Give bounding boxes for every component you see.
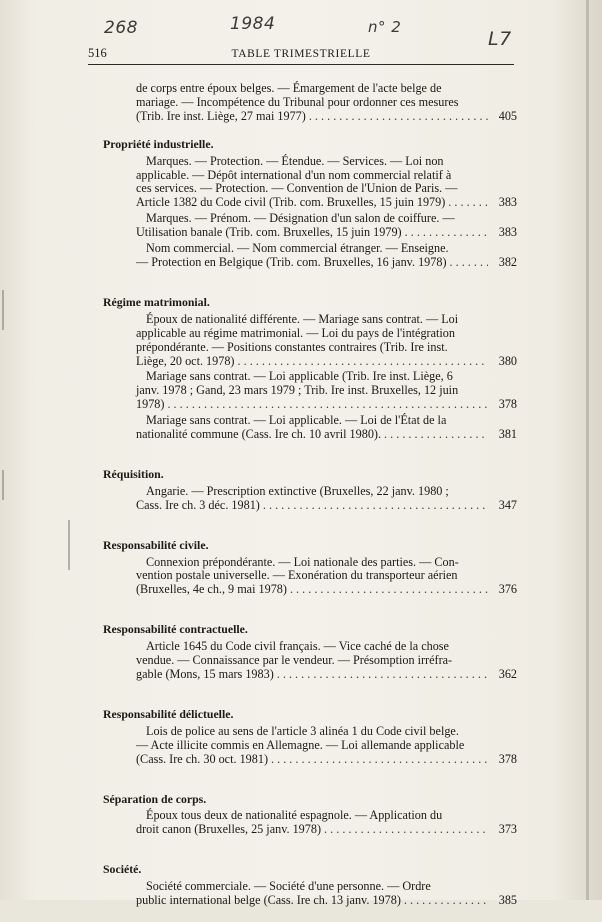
entry-text: ces services. — Protection. — Convention de l'Union de Paris. — — [136, 181, 458, 196]
entry-line — [136, 753, 517, 767]
entry-text: Connexion prépondérante. — Loi nationale des parties. — Con- — [146, 554, 459, 569]
entry-text: Mariage sans contrat. — Loi applicable. — Loi de l'État de la — [146, 413, 447, 428]
entry-line — [136, 668, 517, 682]
entry-line — [136, 725, 517, 739]
entry-line — [136, 739, 517, 753]
entry-line — [136, 355, 517, 369]
index-section — [103, 611, 517, 682]
entry-text: Époux tous deux de nationalité espagnole. — Application du — [146, 808, 443, 823]
entry-text: 1978) — [136, 397, 165, 412]
index-entry — [103, 880, 517, 908]
dot-leader — [290, 583, 488, 597]
entry-text: Liège, 20 oct. 1978) — [136, 353, 235, 368]
entry-line — [136, 155, 517, 169]
index-section — [103, 527, 517, 598]
index-entry — [103, 212, 517, 240]
entry-line — [136, 583, 517, 597]
page-reference: 347 — [498, 497, 517, 512]
page-number: 516 — [88, 46, 107, 60]
page-reference: 381 — [498, 427, 517, 442]
section-heading: Responsabilité contractuelle. — [103, 622, 248, 637]
entry-line — [136, 823, 517, 837]
page-reference: 383 — [498, 225, 517, 240]
entry-text: droit canon (Bruxelles, 25 janv. 1978) — [136, 822, 322, 837]
entry-line — [136, 809, 517, 823]
entry-line — [136, 341, 517, 355]
index-section — [103, 126, 517, 270]
index-content — [103, 82, 517, 922]
entry-line — [136, 212, 517, 226]
entry-line — [136, 485, 517, 499]
page-reference: 383 — [498, 195, 517, 210]
entry-line — [136, 556, 517, 570]
entry-text: applicable au régime matrimonial. — Loi du pays de l'intégration — [136, 325, 455, 340]
entry-text: Marques. — Protection. — Étendue. — Services. — Loi non — [146, 153, 444, 168]
dot-leader — [271, 753, 488, 767]
margin-mark — [2, 470, 4, 500]
entry-text: public international belge (Cass. Ire ch. 13 janv. 1978) — [136, 893, 401, 908]
index-section — [103, 284, 517, 442]
handwritten-annotation: 268 — [104, 18, 138, 38]
entry-line — [136, 82, 517, 96]
entry-line — [136, 313, 517, 327]
entry-text: Marques. — Prénom. — Désignation d'un salon de coiffure. — — [146, 211, 455, 226]
index-entry — [103, 640, 517, 682]
index-entry — [103, 725, 517, 767]
entry-line — [136, 428, 517, 442]
page-reference: 362 — [498, 667, 517, 681]
page-reference: 380 — [498, 353, 517, 368]
entry-line — [136, 110, 517, 124]
index-section — [103, 696, 517, 767]
entry-text: nationalité commune (Cass. Ire ch. 10 avril 1980). — [136, 427, 382, 442]
entry-line — [136, 370, 517, 384]
margin-mark — [2, 290, 4, 330]
entry-text: Article 1645 du Code civil français. — Vice caché de la chose — [146, 639, 449, 654]
entry-line — [136, 414, 517, 428]
entry-text: vention postale universelle. — Exonération du transporteur aérien — [136, 568, 458, 583]
section-heading: Réquisition. — [103, 466, 164, 481]
page-reference: 382 — [498, 254, 517, 269]
index-entry — [103, 370, 517, 412]
entry-text: Angarie. — Prescription extinctive (Bruxelles, 22 janv. 1980 ; — [146, 483, 449, 498]
index-section — [103, 456, 517, 513]
entry-line — [136, 398, 517, 412]
entry-line — [136, 242, 517, 256]
entry-line — [136, 327, 517, 341]
entry-line — [136, 196, 517, 210]
entry-text: mariage. — Incompétence du Tribunal pour ordonner ces mesures — [136, 94, 459, 109]
entry-text: — Protection en Belgique (Trib. com. Bruxelles, 16 janv. 1978) — [136, 254, 447, 269]
entry-line — [136, 256, 517, 270]
running-title: TABLE TRIMESTRIELLE — [231, 48, 371, 60]
entry-text: Époux de nationalité différente. — Mariage sans contrat. — Loi — [146, 311, 459, 326]
entry-line — [136, 182, 517, 196]
index-entry — [103, 809, 517, 837]
dot-leader — [167, 398, 488, 412]
entry-text: (Trib. Ire inst. Liège, 27 mai 1977) — [136, 108, 306, 123]
page-reference: 405 — [498, 108, 517, 123]
entry-text: janv. 1978 ; Gand, 23 mars 1979 ; Trib. Ire inst. Bruxelles, 12 juin — [136, 383, 459, 398]
dot-leader — [238, 355, 489, 369]
entry-text: Cass. Ire ch. 3 déc. 1981) — [136, 497, 260, 512]
entry-text: Article 1382 du Code civil (Trib. com. Bruxelles, 15 juin 1979) — [136, 195, 446, 210]
dot-leader — [450, 256, 488, 270]
index-section — [103, 781, 517, 838]
entry-text: Société commerciale. — Société d'une personne. — Ordre — [146, 879, 431, 894]
entry-text: (Bruxelles, 4e ch., 9 mai 1978) — [136, 582, 287, 597]
entry-line — [136, 226, 517, 240]
entry-text: prépondérante. — Positions constantes contraires (Trib. Ire inst. — [136, 339, 448, 354]
dot-leader — [263, 499, 488, 513]
section-heading: Responsabilité délictuelle. — [103, 706, 234, 721]
continued-entry — [103, 82, 517, 124]
index-entry — [103, 556, 517, 598]
page-reference: 378 — [498, 751, 517, 766]
margin-mark — [68, 520, 70, 570]
section-heading: Propriété industrielle. — [103, 136, 214, 151]
entry-line — [136, 640, 517, 654]
handwritten-annotation: n° 2 — [368, 18, 402, 36]
entry-line — [136, 499, 517, 513]
page-reference: 373 — [498, 822, 517, 837]
entry-line — [136, 894, 517, 908]
index-entry — [103, 485, 517, 513]
dot-leader — [405, 226, 488, 240]
entry-text: gable (Mons, 15 mars 1983) — [136, 667, 274, 681]
entry-text: Lois de police au sens de l'article 3 alinéa 1 du Code civil belge. — [146, 723, 459, 738]
entry-line — [136, 880, 517, 894]
dot-leader — [309, 110, 488, 124]
page-reference: 385 — [498, 893, 517, 908]
index-section — [103, 851, 517, 908]
entry-text: vendue. — Connaissance par le vendeur. — Présomption irréfra- — [136, 653, 453, 668]
dot-leader — [448, 196, 488, 210]
section-heading: Responsabilité civile. — [103, 537, 209, 552]
section-heading: Société. — [103, 862, 142, 877]
entry-line — [136, 169, 517, 183]
page-reference: 376 — [498, 582, 517, 597]
section-heading: Séparation de corps. — [103, 791, 207, 806]
entry-text: (Cass. Ire ch. 30 oct. 1981) — [136, 751, 268, 766]
page-reference: 378 — [498, 397, 517, 412]
handwritten-annotation: L7 — [488, 28, 512, 50]
entry-text: Mariage sans contrat. — Loi applicable (Trib. Ire inst. Liège, 6 — [146, 369, 453, 384]
scan-edge — [586, 0, 589, 900]
entry-line — [136, 569, 517, 583]
header-rule — [88, 64, 514, 65]
index-entry — [103, 242, 517, 270]
entry-text: Utilisation banale (Trib. com. Bruxelles, 15 juin 1979) — [136, 225, 402, 240]
dot-leader — [324, 823, 488, 837]
index-entry — [103, 155, 517, 211]
entry-text: applicable. — Dépôt international d'un nom commercial relatif à — [136, 167, 452, 182]
index-entry — [103, 313, 517, 369]
entry-line — [136, 654, 517, 668]
entry-text: Nom commercial. — Nom commercial étranger. — Enseigne. — [146, 241, 449, 256]
entry-line — [136, 384, 517, 398]
dot-leader — [384, 428, 488, 442]
entry-text: de corps entre époux belges. — Émargement de l'acte belge de — [136, 81, 442, 95]
index-entry — [103, 414, 517, 442]
entry-text: — Acte illicite commis en Allemagne. — Loi allemande applicable — [136, 737, 465, 752]
dot-leader — [277, 668, 488, 682]
dot-leader — [404, 894, 488, 908]
entry-line — [136, 96, 517, 110]
section-heading: Régime matrimonial. — [103, 294, 210, 309]
handwritten-annotation: 1984 — [230, 14, 276, 34]
